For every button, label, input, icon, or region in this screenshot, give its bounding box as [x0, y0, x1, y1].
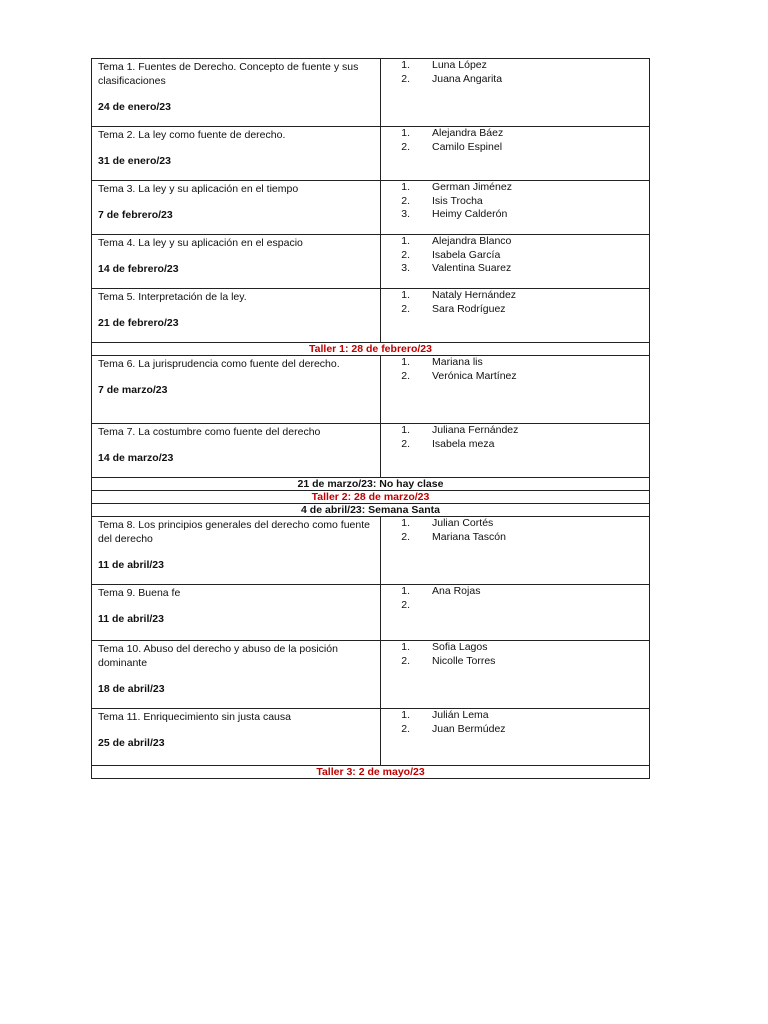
presenter-name: Sofia Lagos — [432, 641, 488, 653]
topic-date: 31 de enero/23 — [98, 155, 171, 167]
banner-row — [92, 343, 650, 356]
list-number: 1. — [401, 517, 410, 529]
topic-row — [92, 181, 650, 235]
banner-row — [92, 504, 650, 517]
presenter-name: Verónica Martínez — [432, 369, 517, 382]
presenter-name: Nataly Hernández — [432, 289, 517, 301]
list-number: 2. — [401, 302, 410, 315]
presenter-name: Julián Lema — [432, 709, 489, 721]
presenters-list — [381, 181, 649, 222]
presenter-name: Isabela García — [432, 248, 501, 261]
presenter-item — [381, 641, 649, 655]
presenter-item — [381, 438, 649, 452]
topic-row — [92, 59, 650, 127]
topic-date: 7 de febrero/23 — [98, 209, 173, 221]
topic-title: Tema 7. La costumbre como fuente del derecho — [98, 426, 321, 438]
presenter-name: Julian Cortés — [432, 517, 494, 529]
presenter-item — [381, 195, 649, 209]
presenter-name: Sara Rodríguez — [432, 302, 506, 315]
list-number: 1. — [401, 181, 410, 193]
topic-row — [92, 517, 650, 585]
topic-date: 11 de abril/23 — [98, 559, 164, 571]
list-number: 2. — [401, 722, 410, 735]
presenters-cell — [381, 289, 650, 343]
presenter-item — [381, 655, 649, 669]
topic-row — [92, 289, 650, 343]
presenter-item — [381, 73, 649, 87]
presenter-item — [381, 59, 649, 73]
topic-cell — [92, 289, 381, 343]
presenter-item — [381, 181, 649, 195]
presenter-name: Juana Angarita — [432, 72, 503, 85]
topic-title: Tema 11. Enriquecimiento sin justa causa — [98, 711, 291, 723]
topic-cell — [92, 59, 381, 127]
presenter-name: Alejandra Báez — [432, 127, 504, 139]
presenter-item — [381, 356, 649, 370]
banner-text: Taller 2: 28 de marzo/23 — [92, 491, 650, 504]
topic-date: 21 de febrero/23 — [98, 317, 179, 329]
presenters-list — [381, 59, 649, 86]
list-number: 2. — [401, 369, 410, 382]
topic-cell — [92, 585, 381, 641]
topic-title: Tema 9. Buena fe — [98, 587, 181, 599]
presenters-cell — [381, 585, 650, 641]
list-number: 1. — [401, 235, 410, 247]
presenter-name: Alejandra Blanco — [432, 235, 512, 247]
list-number: 1. — [401, 289, 410, 301]
list-number: 2. — [401, 530, 410, 543]
presenters-cell — [381, 641, 650, 709]
presenter-name: Juliana Fernández — [432, 424, 519, 436]
topic-cell — [92, 424, 381, 478]
topic-row — [92, 709, 650, 766]
presenters-list — [381, 235, 649, 276]
presenters-cell — [381, 127, 650, 181]
presenter-name: German Jiménez — [432, 181, 512, 193]
topic-cell — [92, 235, 381, 289]
topic-date: 14 de marzo/23 — [98, 452, 174, 464]
presenters-cell — [381, 356, 650, 424]
list-number: 2. — [401, 194, 410, 207]
list-number: 2. — [401, 437, 410, 450]
topic-title: Tema 10. Abuso del derecho y abuso de la posición dominante — [98, 643, 338, 669]
list-number: 1. — [401, 127, 410, 139]
banner-text: Taller 3: 2 de mayo/23 — [92, 766, 650, 779]
topic-row — [92, 127, 650, 181]
topic-cell — [92, 517, 381, 585]
topic-cell — [92, 181, 381, 235]
presenters-list — [381, 356, 649, 383]
presenters-cell — [381, 424, 650, 478]
presenter-item — [381, 303, 649, 317]
topic-date: 18 de abril/23 — [98, 683, 165, 695]
topic-cell — [92, 709, 381, 766]
banner-text: 21 de marzo/23: No hay clase — [92, 478, 650, 491]
presenter-item — [381, 127, 649, 141]
list-number: 1. — [401, 709, 410, 721]
presenter-item — [381, 709, 649, 723]
topic-title: Tema 8. Los principios generales del derecho como fuente del derecho — [98, 519, 370, 545]
presenter-name: Luna López — [432, 59, 487, 71]
presenter-name: Camilo Espinel — [432, 140, 503, 153]
list-number: 1. — [401, 59, 410, 71]
presenter-name: Mariana lis — [432, 356, 483, 368]
presenter-item — [381, 289, 649, 303]
topic-row — [92, 641, 650, 709]
presenter-item — [381, 141, 649, 155]
topic-row — [92, 585, 650, 641]
list-number: 2. — [401, 654, 410, 667]
presenter-item — [381, 370, 649, 384]
presenters-list — [381, 641, 649, 668]
list-number: 2. — [401, 140, 410, 153]
topic-cell — [92, 641, 381, 709]
banner-row — [92, 478, 650, 491]
topic-date: 25 de abril/23 — [98, 737, 165, 749]
topic-date: 7 de marzo/23 — [98, 384, 168, 396]
topic-date: 14 de febrero/23 — [98, 263, 179, 275]
presenters-list — [381, 709, 649, 736]
presenter-item — [381, 585, 649, 599]
presenter-name: Juan Bermúdez — [432, 722, 506, 735]
list-number: 1. — [401, 356, 410, 368]
presenters-list — [381, 127, 649, 154]
topic-row — [92, 424, 650, 478]
schedule-table — [91, 58, 650, 779]
presenter-name: Isis Trocha — [432, 194, 483, 207]
presenters-list — [381, 289, 649, 316]
presenter-name: Mariana Tascón — [432, 530, 506, 543]
list-number: 2. — [401, 598, 410, 611]
presenter-name: Valentina Suarez — [432, 262, 512, 274]
list-number: 3. — [401, 208, 410, 220]
topic-title: Tema 2. La ley como fuente de derecho. — [98, 129, 286, 141]
presenter-item — [381, 723, 649, 737]
presenters-cell — [381, 181, 650, 235]
presenter-item — [381, 262, 649, 276]
banner-text: 4 de abril/23: Semana Santa — [92, 504, 650, 517]
presenter-item — [381, 424, 649, 438]
topic-date: 11 de abril/23 — [98, 613, 164, 625]
list-number: 1. — [401, 585, 410, 597]
list-number: 1. — [401, 641, 410, 653]
presenter-item — [381, 208, 649, 222]
topic-title: Tema 4. La ley y su aplicación en el espacio — [98, 237, 303, 249]
presenters-cell — [381, 517, 650, 585]
list-number: 2. — [401, 72, 410, 85]
presenters-cell — [381, 709, 650, 766]
banner-row — [92, 491, 650, 504]
presenters-list — [381, 585, 649, 612]
schedule-body — [92, 59, 650, 779]
topic-cell — [92, 127, 381, 181]
presenter-item — [381, 517, 649, 531]
banner-row — [92, 766, 650, 779]
presenters-cell — [381, 235, 650, 289]
topic-date: 24 de enero/23 — [98, 101, 171, 113]
topic-row — [92, 235, 650, 289]
presenter-name: Isabela meza — [432, 437, 495, 450]
list-number: 1. — [401, 424, 410, 436]
topic-title: Tema 5. Interpretación de la ley. — [98, 291, 247, 303]
presenter-name: Nicolle Torres — [432, 654, 496, 667]
presenter-item — [381, 249, 649, 263]
presenters-list — [381, 424, 649, 451]
topic-row — [92, 356, 650, 424]
presenter-item — [381, 531, 649, 545]
topic-title: Tema 1. Fuentes de Derecho. Concepto de fuente y sus clasificaciones — [98, 61, 359, 87]
presenters-cell — [381, 59, 650, 127]
topic-cell — [92, 356, 381, 424]
presenters-list — [381, 517, 649, 544]
presenter-item — [381, 235, 649, 249]
topic-title: Tema 3. La ley y su aplicación en el tiempo — [98, 183, 299, 195]
list-number: 3. — [401, 262, 410, 274]
presenter-name: Heimy Calderón — [432, 208, 508, 220]
presenter-name: Ana Rojas — [432, 585, 481, 597]
banner-text: Taller 1: 28 de febrero/23 — [92, 343, 650, 356]
list-number: 2. — [401, 248, 410, 261]
topic-title: Tema 6. La jurisprudencia como fuente del derecho. — [98, 358, 340, 370]
presenter-item — [381, 599, 649, 613]
